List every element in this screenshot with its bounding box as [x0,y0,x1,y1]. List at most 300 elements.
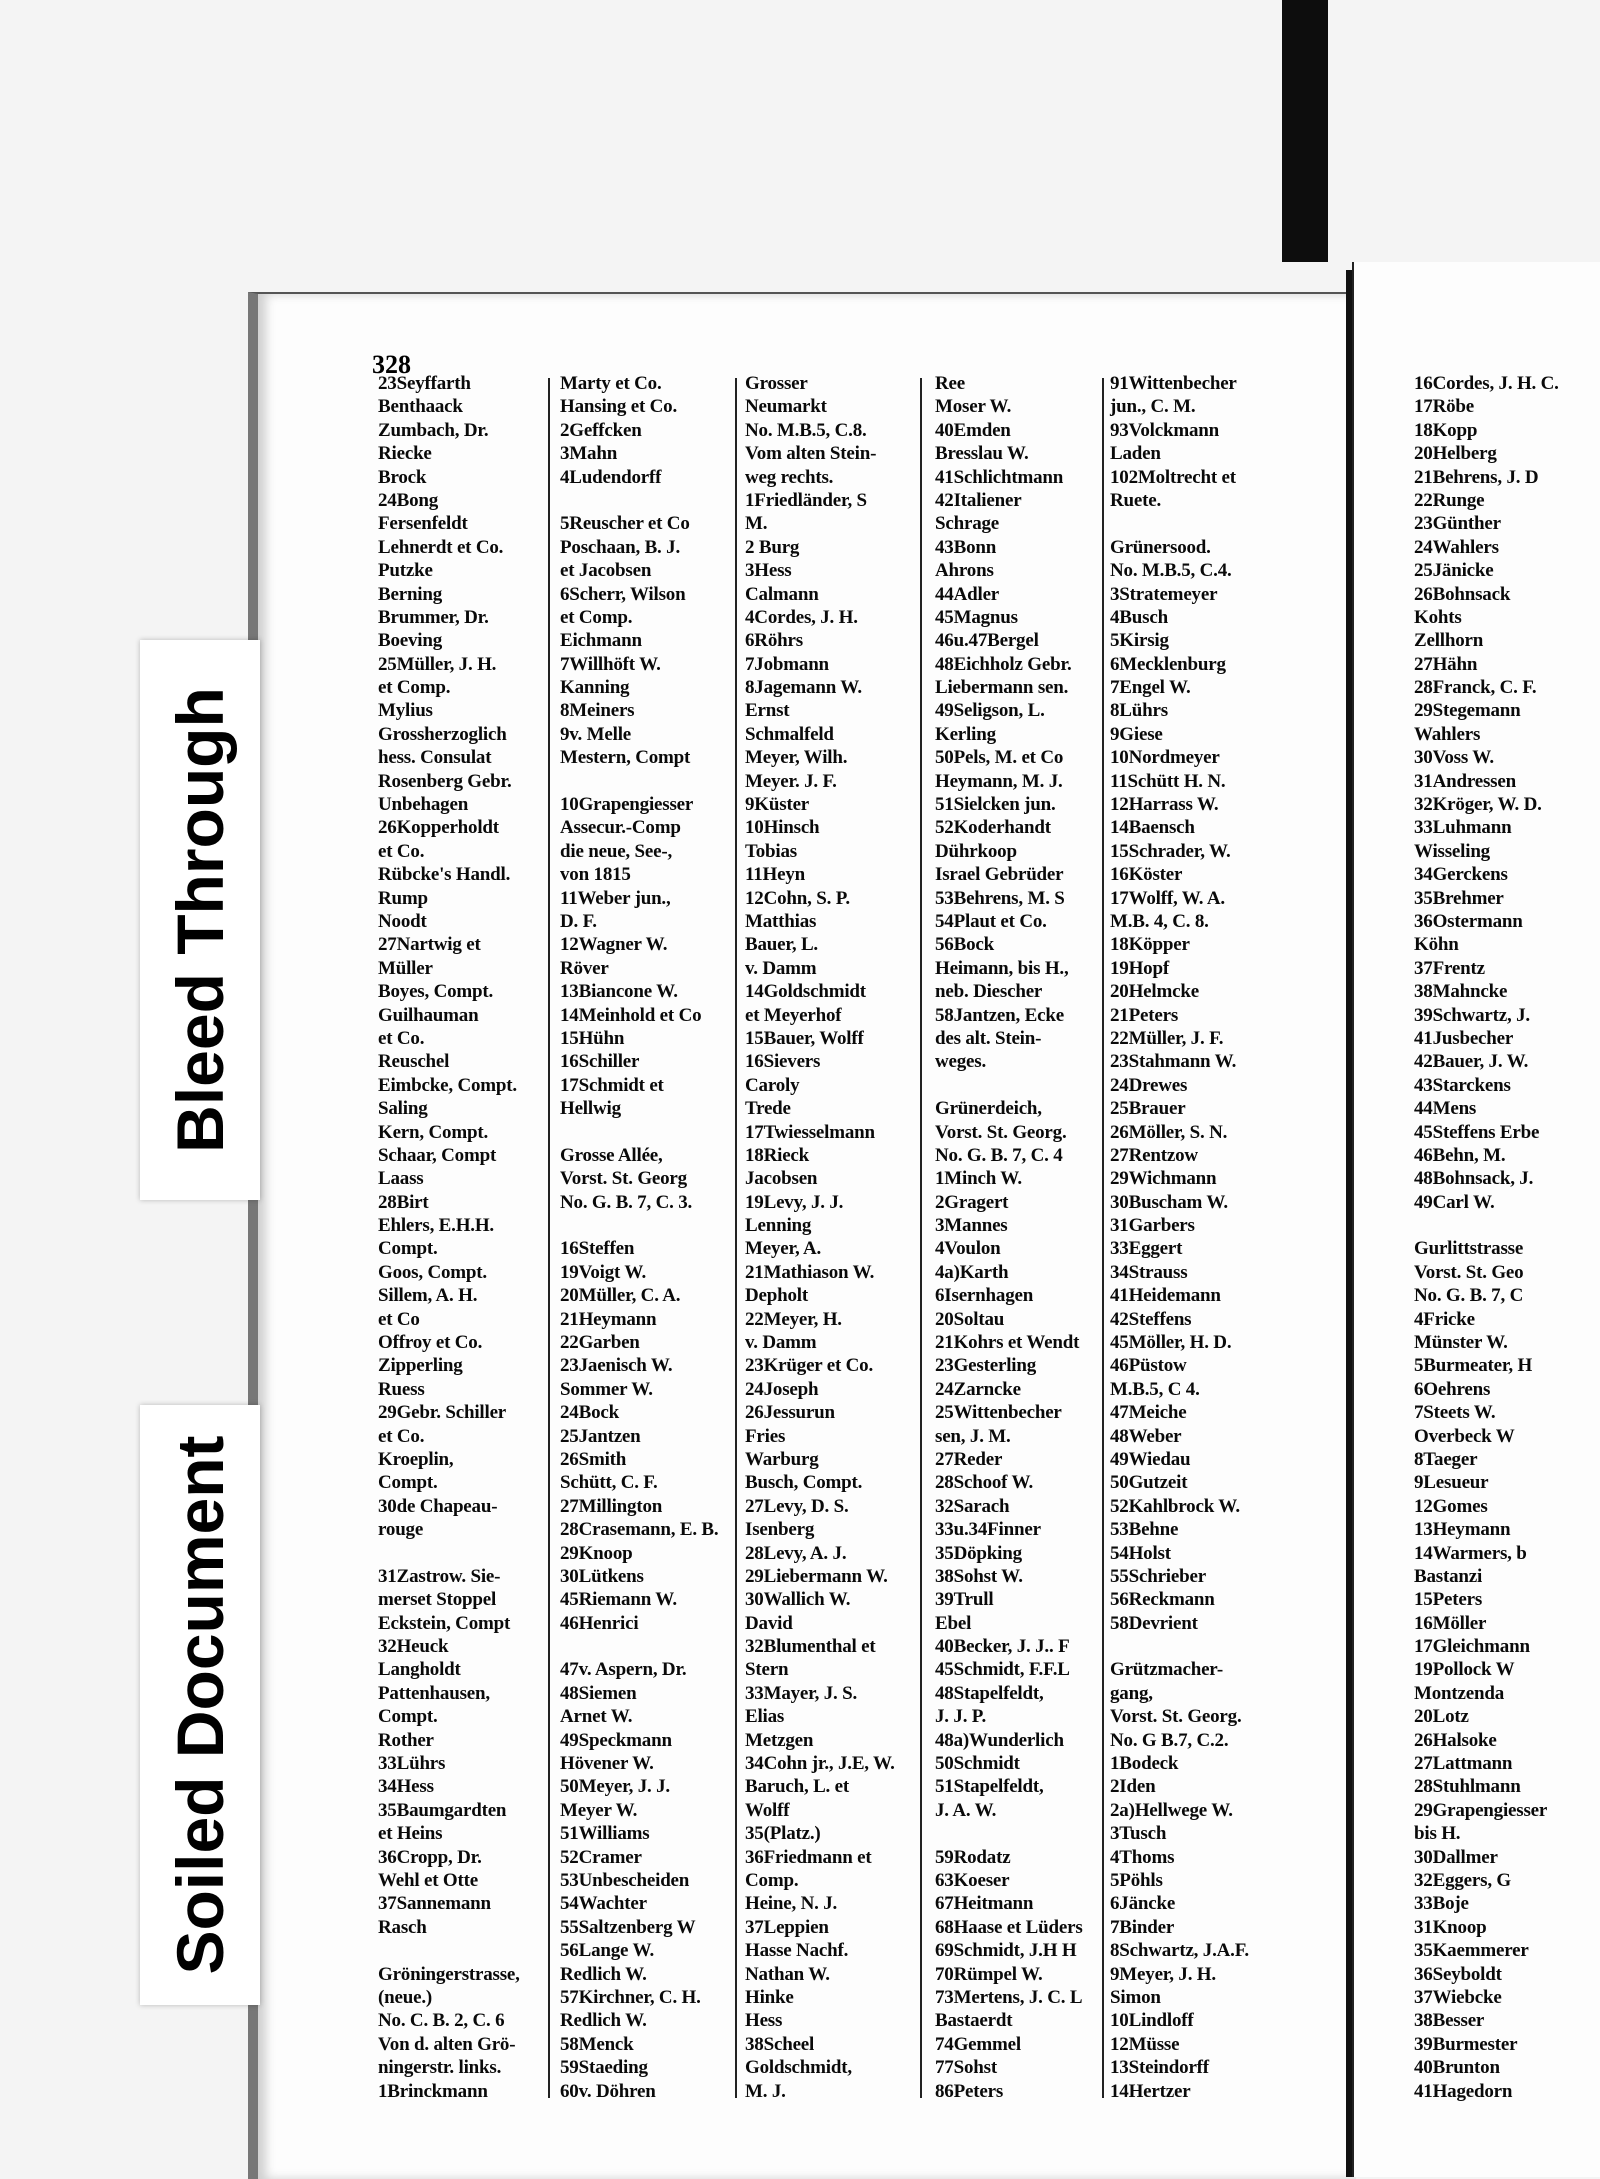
directory-entry: 42Steffens [1110,1308,1192,1330]
directory-entry: Elias [745,1706,785,1728]
directory-entry: 28Crasemann, E. B. [560,1519,719,1541]
directory-entry: 6Scherr, Wilson [560,583,686,605]
directory-entry: neb. Diescher [935,981,1043,1003]
directory-entry: 2 Burg [745,536,800,558]
directory-entry: No. M.B.5, C.4. [1110,560,1232,582]
directory-entry: 3Stratemeyer [1110,583,1218,605]
directory-entry: J. A. W. [935,1799,997,1821]
directory-entry: Langholdt [378,1659,461,1681]
directory-entry: 37Frentz [1414,957,1485,979]
directory-column-5 [1110,372,1249,2103]
directory-entry: Gurlittstrasse [1414,1238,1524,1260]
directory-entry: 50Schmidt [935,1753,1020,1775]
directory-column-6 [1414,372,1559,2103]
directory-entry: ningerstr. links. [378,2057,502,2079]
directory-entry: 91Wittenbecher [1110,373,1237,394]
directory-entry: sen, J. M. [935,1425,1011,1447]
directory-entry: M.B. 4, C. 8. [1110,910,1209,932]
directory-entry [560,1635,718,1658]
directory-entry: 52Koderhandt [935,817,1051,839]
directory-entry: et Comp. [378,677,451,699]
directory-entry: 25Brauer [1110,1098,1186,1120]
directory-entry: 38Scheel [745,2033,815,2055]
directory-entry: 28Franck, C. F. [1414,677,1537,699]
directory-entry: 1Bodeck [1110,1753,1179,1775]
directory-entry: 7Binder [1110,1916,1175,1938]
directory-entry: 4Voulon [935,1238,1001,1260]
directory-entry: 77Sohst [935,2057,997,2079]
directory-entry: 2Gragert [935,1191,1009,1213]
directory-entry: 9v. Melle [560,723,632,745]
directory-entry: 46Behn, M. [1414,1144,1506,1166]
directory-entry: 49Wiedau [1110,1448,1191,1470]
directory-entry: Tobias [745,840,797,862]
directory-entry: 27Hähn [1414,653,1478,675]
directory-entry: 32Heuck [378,1636,449,1658]
directory-entry: Meyer, Wilh. [745,747,848,769]
directory-entry: Rasch [378,1916,427,1938]
binding-strip [1282,0,1328,262]
directory-entry: 48Bohnsack, J. [1414,1168,1534,1190]
directory-entry: Vorst. St. Georg. [1110,1706,1242,1728]
directory-entry: 45Riemann W. [560,1589,677,1611]
directory-entry: 24Bong [378,489,439,511]
directory-entry: M. J. [745,2080,786,2102]
directory-entry: die neue, See-, [560,840,673,862]
directory-entry: 27Lattmann [1414,1753,1513,1775]
column-rule [735,378,737,2098]
directory-entry: 39Trull [935,1589,994,1611]
directory-entry: 48Weber [1110,1425,1182,1447]
directory-entry: 12Harrass W. [1110,794,1219,816]
directory-entry: 50Meyer, J. J. [560,1776,670,1798]
directory-entry: Grosser [745,373,808,394]
directory-entry: 4a)Karth [935,1261,1009,1283]
directory-entry: 19Levy, J. J. [745,1191,844,1213]
directory-entry: Eckstein, Compt [378,1612,511,1634]
directory-entry: 57Kirchner, C. H. [560,1986,701,2008]
directory-entry: Grossherzoglich [378,723,507,745]
directory-entry: 25Müller, J. H. [378,653,497,675]
directory-entry: jun., C. M. [1110,396,1196,418]
directory-entry: 27Rentzow [1110,1144,1198,1166]
directory-entry: 58Menck [560,2033,634,2055]
directory-entry: 25Jantzen [560,1425,641,1447]
directory-entry: et Jacobsen [560,560,652,582]
directory-entry [560,1121,718,1144]
directory-entry: 15Bauer, Wolff [745,1027,864,1049]
directory-entry: 45Magnus [935,606,1018,628]
directory-entry: 56Reckmann [1110,1589,1215,1611]
directory-entry: 36Ostermann [1414,910,1523,932]
directory-entry: 24Drewes [1110,1074,1188,1096]
directory-entry: 41Heidemann [1110,1285,1221,1307]
directory-entry: Zipperling [378,1355,463,1377]
directory-entry: Matthias [745,910,817,932]
directory-entry: 18Köpper [1110,934,1190,956]
directory-column-1 [378,372,520,2103]
directory-entry: 51Stapelfeldt, [935,1776,1044,1798]
directory-entry: Vorst. St. Geo [1414,1261,1524,1283]
directory-entry: Liebermann sen. [935,677,1069,699]
directory-entry: Wisseling [1414,840,1490,862]
directory-entry: 33Lührs [378,1753,446,1775]
directory-entry: 32Kröger, W. D. [1414,794,1542,816]
directory-entry: 54Holst [1110,1542,1171,1564]
directory-entry: 31Andressen [1414,770,1516,792]
directory-entry: 49Speckmann [560,1729,672,1751]
directory-entry: 31Zastrow. Sie- [378,1565,501,1587]
directory-entry: 3Mannes [935,1215,1008,1237]
directory-entry: Lehnerdt et Co. [378,536,504,558]
directory-entry: 28Birt [378,1191,429,1213]
directory-entry: 5Kirsig [1110,630,1169,652]
directory-entry: Eimbcke, Compt. [378,1074,517,1096]
directory-entry: 1Minch W. [935,1168,1022,1190]
directory-entry: Berning [378,583,443,605]
directory-entry: No. C. B. 2, C. 6 [378,2010,505,2032]
directory-entry: Hinke [745,1986,794,2008]
directory-entry: et Co. [378,1425,425,1447]
directory-entry: Arnet W. [560,1706,633,1728]
directory-entry: 27Reder [935,1448,1003,1470]
directory-entry: 30Lütkens [560,1565,644,1587]
directory-entry: 42Bauer, J. W. [1414,1051,1529,1073]
directory-entry: Compt. [378,1706,438,1728]
directory-entry: Ahrons [935,560,994,582]
directory-entry: Kanning [560,677,630,699]
directory-entry: 27Millington [560,1495,663,1517]
directory-entry: et Heins [378,1823,443,1845]
directory-entry: 55Schrieber [1110,1565,1206,1587]
directory-entry: 30Buscham W. [1110,1191,1228,1213]
directory-entry: Calmann [745,583,819,605]
directory-entry: Offroy et Co. [378,1332,483,1354]
directory-entry: Saling [378,1098,428,1120]
directory-entry: Unbehagen [378,794,469,816]
directory-entry: et Co. [378,1027,425,1049]
directory-entry: David [745,1612,793,1634]
page-number: 328 [372,350,411,379]
directory-entry: 34Cohn jr., J.E, W. [745,1753,895,1775]
soiled-document-label: Soiled Document [163,1435,237,1975]
directory-entry: 24Zarncke [935,1378,1021,1400]
directory-entry: 17Röbe [1414,396,1475,418]
directory-entry: Hövener W. [560,1753,654,1775]
directory-entry: Boyes, Compt. [378,981,494,1003]
directory-entry: Hellwig [560,1098,621,1120]
directory-entry: 3Hess [745,560,792,582]
directory-entry: 49Seligson, L. [935,700,1045,722]
directory-entry: Busch, Compt. [745,1472,863,1494]
directory-entry: 12Cohn, S. P. [745,887,850,909]
directory-entry: 38Besser [1414,2010,1485,2032]
directory-entry: 39Schwartz, J. [1414,1004,1530,1026]
directory-entry: Rump [378,887,428,909]
directory-entry: 102Moltrecht et [1110,466,1236,488]
directory-entry: 34Hess [378,1776,434,1798]
directory-entry: M.B.5, C 4. [1110,1378,1200,1400]
directory-entry: Heimann, bis H., [935,957,1069,979]
directory-entry: 21Peters [1110,1004,1179,1026]
directory-entry: 10Hinsch [745,817,820,839]
directory-entry: 30Dallmer [1414,1846,1498,1868]
directory-entry: 31Garbers [1110,1215,1195,1237]
directory-entry: 28Levy, A. J. [745,1542,847,1564]
directory-entry: (neue.) [378,1986,433,2008]
directory-entry: Heine, N. J. [745,1893,838,1915]
directory-entry: 43Starckens [1414,1074,1511,1096]
directory-entry: 6Isernhagen [935,1285,1034,1307]
directory-entry: 13Steindorff [1110,2057,1209,2079]
directory-entry: 25Jänicke [1414,560,1494,582]
directory-entry: 8Taeger [1414,1448,1478,1470]
directory-entry: 26Kopperholdt [378,817,499,839]
directory-entry: Neumarkt [745,396,827,418]
directory-entry: 47Meiche [1110,1402,1187,1424]
directory-entry: Laden [1110,443,1161,465]
directory-entry: Brock [378,466,427,488]
directory-entry: Grünerdeich, [935,1098,1042,1120]
directory-entry: 13Heymann [1414,1519,1511,1541]
directory-entry: 17Gleichmann [1414,1636,1530,1658]
directory-entry: 35(Platz.) [745,1823,821,1845]
directory-entry: 12Müsse [1110,2033,1180,2055]
directory-entry: 17Schmidt et [560,1074,664,1096]
directory-entry: weg rechts. [745,466,834,488]
directory-entry: 53Behne [1110,1519,1179,1541]
directory-entry: 51Williams [560,1823,650,1845]
directory-entry: Israel Gebrüder [935,864,1064,886]
directory-entry: 4Fricke [1414,1308,1475,1330]
directory-entry: 47v. Aspern, Dr. [560,1659,687,1681]
directory-entry: 74Gemmel [935,2033,1021,2055]
directory-entry: Marty et Co. [560,373,662,394]
directory-entry: 40Brunton [1414,2057,1500,2079]
directory-entry: Müller [378,957,433,979]
directory-entry: Noodt [378,910,427,932]
directory-entry: Jacobsen [745,1168,818,1190]
directory-entry: 35Baumgardten [378,1799,507,1821]
directory-entry: 50Gutzeit [1110,1472,1188,1494]
directory-entry: Overbeck W [1414,1425,1515,1447]
directory-entry: 35Kaemmerer [1414,1940,1529,1962]
directory-entry: 42Italiener [935,489,1022,511]
directory-entry: et Co. [378,840,425,862]
directory-entry: 37Leppien [745,1916,829,1938]
directory-entry: Ruete. [1110,489,1162,511]
directory-entry: 10Nordmeyer [1110,747,1220,769]
directory-entry: 33Mayer, J. S. [745,1682,858,1704]
directory-entry: 24Bock [560,1402,619,1424]
directory-entry: Ebel [935,1612,972,1634]
directory-entry: Zellhorn [1414,630,1484,652]
directory-entry: 16Cordes, J. H. C. [1414,373,1559,394]
directory-entry: 17Twiesselmann [745,1121,875,1143]
directory-entry: 23Krüger et Co. [745,1355,874,1377]
directory-entry: 10Grapengiesser [560,794,694,816]
directory-entry: 23Günther [1414,513,1501,535]
directory-entry: Wahlers [1414,723,1481,745]
directory-entry: 27Nartwig et [378,934,481,956]
directory-entry: 46Püstow [1110,1355,1187,1377]
directory-entry: 23Gesterling [935,1355,1037,1377]
directory-entry: 52Cramer [560,1846,642,1868]
directory-entry: 45Steffens Erbe [1414,1121,1540,1143]
directory-entry [378,1542,520,1565]
directory-entry: 4Ludendorff [560,466,662,488]
directory-entry: Vom alten Stein- [745,443,877,465]
directory-entry [560,1214,718,1237]
directory-entry: Ruess [378,1378,425,1400]
directory-entry: 13Biancone W. [560,981,678,1003]
directory-entry: 4Busch [1110,606,1168,628]
directory-entry: Comp. [745,1870,799,1891]
directory-entry: 32Eggers, G [1414,1870,1512,1891]
directory-entry: Rother [378,1729,434,1751]
directory-entry: Vorst. St. Georg [560,1168,687,1190]
directory-entry: 19Pollock W [1414,1659,1515,1681]
directory-entry: Zumbach, Dr. [378,419,489,441]
directory-entry: Compt. [378,1238,438,1260]
directory-entry: 46Henrici [560,1612,639,1634]
directory-entry: 22Runge [1414,489,1485,511]
directory-entry: Mylius [378,700,433,722]
directory-entry: Bastanzi [1414,1565,1483,1587]
directory-entry: Bauer, L. [745,934,818,956]
directory-entry: 15Schrader, W. [1110,840,1231,862]
directory-entry: 68Haase et Lüders [935,1916,1083,1938]
directory-entry: 16Möller [1414,1612,1487,1634]
directory-entry: Sommer W. [560,1378,653,1400]
directory-entry: 29Liebermann W. [745,1565,888,1587]
directory-entry: Brummer, Dr. [378,606,489,628]
directory-entry: Isenberg [745,1519,815,1541]
directory-entry: 48Stapelfeldt, [935,1682,1044,1704]
directory-entry: 48a)Wunderlich [935,1729,1064,1751]
directory-entry: 6Mecklenburg [1110,653,1226,675]
directory-entry: Lenning [745,1215,812,1237]
directory-entry: 10Lindloff [1110,2010,1194,2032]
directory-entry: 4Thoms [1110,1846,1175,1868]
directory-entry: 1Friedländer, S [745,489,867,511]
directory-entry: No. G. B. 7, C [1414,1285,1524,1307]
directory-entry: Depholt [745,1285,808,1307]
directory-entry: Stern [745,1659,789,1681]
directory-entry: 14Meinhold et Co [560,1004,702,1026]
directory-entry: 17Wolff, W. A. [1110,887,1225,909]
directory-entry: 20Helmcke [1110,981,1199,1003]
directory-entry: Montzenda [1414,1682,1505,1704]
directory-entry: 53Behrens, M. S [935,887,1065,909]
directory-entry: 48Siemen [560,1682,637,1704]
directory-entry: 93Volckmann [1110,419,1220,441]
directory-entry: des alt. Stein- [935,1027,1042,1049]
directory-entry: 59Rodatz [935,1846,1011,1868]
directory-entry: Heymann, M. J. [935,770,1063,792]
directory-entry: 33Eggert [1110,1238,1183,1260]
directory-entry: 8Jagemann W. [745,677,862,699]
directory-entry: 18Kopp [1414,419,1478,441]
directory-entry: 20Soltau [935,1308,1005,1330]
directory-entry: Boeving [378,630,443,652]
directory-entry: 11Heyn [745,864,806,886]
directory-entry: 36Friedmann et [745,1846,872,1868]
directory-entry: Redlich W. [560,1963,647,1985]
bleed-through-label: Bleed Through [163,687,237,1153]
directory-entry: 25Wittenbecher [935,1402,1062,1424]
directory-entry: 33u.34Finner [935,1519,1041,1541]
directory-entry: 23Seyffarth [378,373,471,394]
directory-entry: 16Schiller [560,1051,640,1073]
directory-entry: 33Luhmann [1414,817,1512,839]
directory-entry: Meyer W. [560,1799,638,1821]
directory-entry: 19Hopf [1110,957,1169,979]
directory-entry: Baruch, L. et [745,1776,850,1798]
directory-entry: 31Knoop [1414,1916,1487,1938]
directory-entry: Ehlers, E.H.H. [378,1215,494,1237]
directory-entry: Kohts [1414,606,1462,628]
directory-entry: Rübcke's Handl. [378,864,511,886]
directory-entry: 70Rümpel W. [935,1963,1043,1985]
directory-entry: 39Burmester [1414,2033,1518,2055]
directory-entry: 6Oehrens [1414,1378,1491,1400]
directory-entry: Schmalfeld [745,723,834,745]
directory-entry: 29Stegemann [1414,700,1521,722]
directory-entry: 20Müller, C. A. [560,1285,681,1307]
directory-entry: Goos, Compt. [378,1261,487,1283]
directory-entry: Metzgen [745,1729,814,1751]
directory-entry: 11Weber jun., [560,887,671,909]
directory-entry: Poschaan, B. J. [560,536,680,558]
directory-entry: M. [745,513,768,535]
directory-entry: 49Carl W. [1414,1191,1495,1213]
directory-entry: Münster W. [1414,1332,1508,1354]
directory-entry: No. M.B.5, C.8. [745,419,867,441]
directory-entry: 21Mathiason W. [745,1261,875,1283]
directory-entry: 41Jusbecher [1414,1027,1514,1049]
directory-entry: Schaar, Compt [378,1144,497,1166]
directory-entry: Meyer. J. F. [745,770,837,792]
directory-entry: 28Schoof W. [935,1472,1034,1494]
directory-entry: 22Müller, J. F. [1110,1027,1224,1049]
directory-entry [1110,512,1249,535]
directory-entry: 54Plaut et Co. [935,910,1047,932]
directory-entry: Meyer, A. [745,1238,822,1260]
directory-entry: 69Schmidt, J.H H [935,1940,1077,1962]
directory-entry: 32Blumenthal et [745,1636,876,1658]
directory-entry: 4Cordes, J. H. [745,606,858,628]
directory-entry: et Meyerhof [745,1004,842,1026]
directory-entry: 20Lotz [1414,1706,1469,1728]
directory-entry: v. Damm [745,1332,817,1354]
directory-entry [935,1822,1083,1845]
directory-entry: Grosse Allée, [560,1144,663,1166]
directory-entry: Warburg [745,1448,819,1470]
directory-entry: Sillem, A. H. [378,1285,478,1307]
directory-entry: 6Röhrs [745,630,803,652]
directory-entry: 41Schlichtmann [935,466,1064,488]
directory-entry: 43Bonn [935,536,997,558]
directory-entry: weges. [935,1051,987,1073]
directory-entry [1414,1214,1559,1237]
directory-entry [560,489,718,512]
directory-column-2 [560,372,718,2103]
directory-entry: Laass [378,1168,424,1190]
directory-entry: Moser W. [935,396,1012,418]
directory-entry: 9Meyer, J. H. [1110,1963,1216,1985]
directory-entry: Bastaerdt [935,2010,1013,2032]
